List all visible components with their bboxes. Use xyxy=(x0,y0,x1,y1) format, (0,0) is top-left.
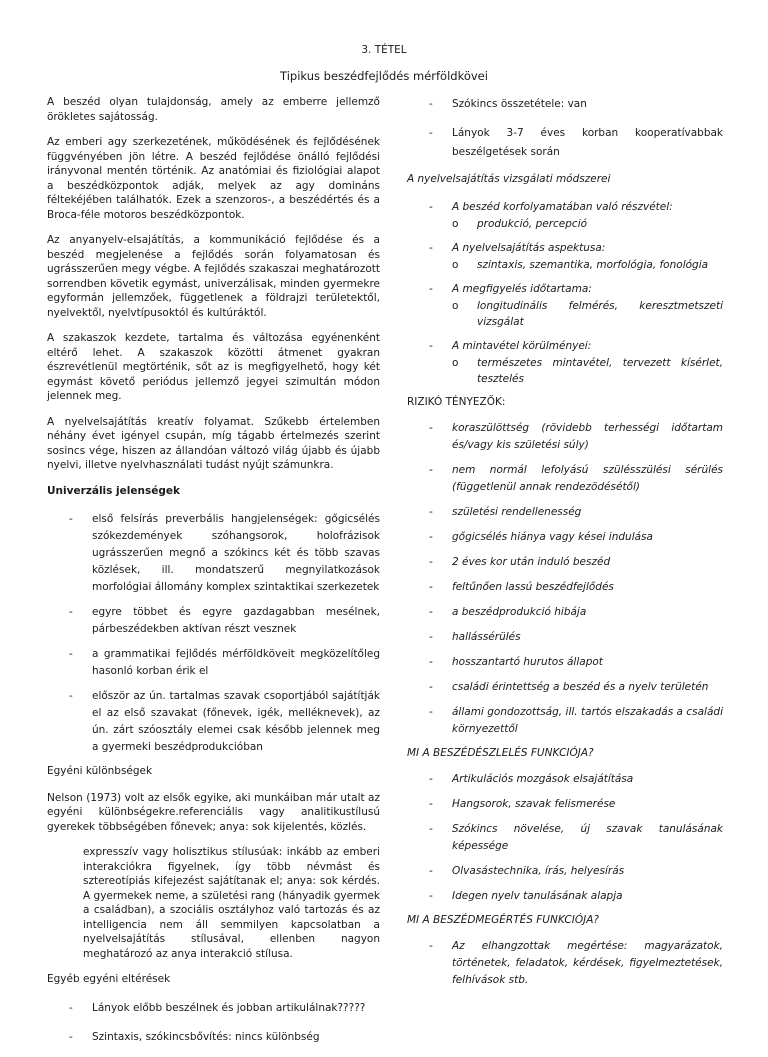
method-sub-item: o természetes mintavétel, tervezett kísérlet, tesztelés xyxy=(452,355,723,387)
paragraph: Az emberi agy szerkezetének, működésének és fejlődésének függvényében jön létre. A beszéd fejlődése önálló fejlődési irányvonal mentén történik. Az anatómiai és fiziológiai alapot a beszédközpontok adják, melyek az agy domináns féltekéjében találhatók. Ezek a szenzoros-, a beszédértés és a Broca-féle motoros beszédközpontok. xyxy=(47,136,380,221)
list-item: - első felsírás preverbális hangjelenségek: gőgicsélés szókezdemények szóhangsorok, holofrázisok ugrásszerűen megnő a szókincs két és több szavas közlések, ill. mondatszerű megnyilatkozások morfológiai állomány komplex szintaktikai szerkezetek xyxy=(47,511,380,596)
other-heading: Egyéb egyéni eltérések xyxy=(47,973,171,985)
list-item: - a grammatikai fejlődés mérföldköveit megközelítőleg hasonló korban érik el xyxy=(47,646,380,680)
list-item: - 2 éves kor után induló beszéd xyxy=(407,554,723,571)
paragraph: A szakaszok kezdete, tartalma és változása egyénenként eltérő lehet. A szakaszok közötti átmenet gyakran észrevétlenül megtörténik, sőt az is megfigyelhető, hogy két egymást követő periódus jellemző jegyei szimultán módon jelennek meg. xyxy=(47,332,380,402)
list-item: - Szókincs növelése, új szavak tanulásának képessége xyxy=(407,821,723,855)
risk-list xyxy=(407,420,723,738)
list-item: - Idegen nyelv tanulásának alapja xyxy=(407,888,723,905)
methods-heading: A nyelvelsajátítás vizsgálati módszerei xyxy=(407,173,611,185)
nelson-paragraph: Nelson (1973) volt az elsők egyike, aki munkáiban már utalt az egyéni különbségekre.referenciális vagy analitikustílusú gyerekek többségében főnevek; anya: sok kijelentés, közlés. xyxy=(47,791,380,833)
speech-list xyxy=(407,771,723,905)
method-sub-item: o longitudinális felmérés, keresztmetszeti vizsgálat xyxy=(452,298,723,330)
list-item: - Lányok előbb beszélnek és jobban artikulálnak????? xyxy=(47,999,380,1018)
list-item: - Szintaxis, szókincsbővítés: nincs különbség xyxy=(47,1028,380,1047)
universal-list xyxy=(47,511,380,756)
method-label: - A megfigyelés időtartama: xyxy=(452,283,592,295)
list-item: - hosszantartó hurutos állapot xyxy=(407,654,723,671)
list-item: - koraszülöttség (rövidebb terhességi időtartam és/vagy kis születési súly) xyxy=(407,420,723,454)
method-label: - A mintavétel körülményei: xyxy=(452,340,592,352)
method-sub-item: o produkció, percepció xyxy=(452,216,723,232)
universal-heading: Univerzális jelenségek xyxy=(47,484,180,497)
list-item: - hallássérülés xyxy=(407,629,723,646)
list-item: - Olvasástechnika, írás, helyesírás xyxy=(407,863,723,880)
list-item: - a beszédprodukció hibája xyxy=(407,604,723,621)
method-item xyxy=(407,199,723,232)
list-item: - Lányok 3-7 éves korban kooperatívabbak beszélgetések során xyxy=(407,124,723,162)
list-item: - egyre többet és egyre gazdagabban mesélnek, párbeszédekben aktívan részt vesznek xyxy=(47,604,380,638)
paragraph: A nyelvelsajátítás kreatív folyamat. Szűkebb értelemben néhány évet igényel csupán, míg tágabb értelmezés szerint sosincs vége, hiszen az állandóan változó világ újabb és újabb nyelvi, illetve nyelvhasználati tudást nyújt számunkra. xyxy=(47,415,380,471)
list-item: - először az ún. tartalmas szavak csoportjából sajátítják el az első szavakat (főnevek, igék, melléknevek), az ún. zárt szóosztály elemei csak később jelennek meg a gyermeki beszédprodukcióban xyxy=(47,688,380,756)
comprehension-heading: MI A BESZÉDMEGÉRTÉS FUNKCIÓJA? xyxy=(407,914,599,926)
top-list xyxy=(407,95,723,162)
method-label: - A nyelvelsajátítás aspektusa: xyxy=(452,242,606,254)
left-column xyxy=(47,95,380,1057)
list-item: - Szókincs összetétele: van xyxy=(407,95,723,114)
list-item: - állami gondozottság, ill. tartós elszakadás a családi környezettől xyxy=(407,704,723,738)
list-item: - születési rendellenesség xyxy=(407,504,723,521)
methods-list xyxy=(407,199,723,387)
right-column xyxy=(407,95,723,997)
paragraph: A beszéd olyan tulajdonság, amely az emberre jellemző örökletes sajátosság. xyxy=(47,96,380,123)
section-number: 3. TÉTEL xyxy=(361,44,407,56)
list-item: - Artikulációs mozgások elsajátítása xyxy=(407,771,723,788)
paragraph: Az anyanyelv-elsajátítás, a kommunikáció fejlődése és a beszéd megjelenése a fejlődés során folyamatosan és ugrásszerűen megy végbe. A fejlődés szakaszai meghatározott sorrendben követik egymást, univerzálisak, minden gyermekre egyformán jellemzőek, függetlenek a földrajzi területektől, nyelvektől, nyelvtípusoktól és kultúráktól. xyxy=(47,234,380,319)
other-list xyxy=(47,999,380,1047)
list-item: - Hangsorok, szavak felismerése xyxy=(407,796,723,813)
list-item: - nem normál lefolyású szülésszülési sérülés (függetlenül annak rendezödésétől) xyxy=(407,462,723,496)
speech-heading: MI A BESZÉDÉSZLELÉS FUNKCIÓJA? xyxy=(407,747,594,759)
method-label: - A beszéd korfolyamatában való részvétel: xyxy=(452,201,673,213)
list-item: - feltűnően lassú beszédfejlődés xyxy=(407,579,723,596)
list-item: - gőgicsélés hiánya vagy kései indulása xyxy=(407,529,723,546)
method-item xyxy=(407,338,723,387)
list-item: - Az elhangzottak megértése: magyarázatok, történetek, feladatok, kérdések, figyelmeztetések, felhívások stb. xyxy=(407,938,723,989)
method-item xyxy=(407,240,723,273)
individual-heading: Egyéni különbségek xyxy=(47,764,153,777)
expressive-paragraph: expresszív vagy holisztikus stílusúak: inkább az emberi interakciókra figyelnek, így több névmást és sztereotípiás kifejezést sajátítanak el; anya: sok kérdés. A gyermekek neme, a születési rang (hányadik gyermek a családban), a szociális osztályhoz való tartozás és az intelligencia nem áll semmilyen kapcsolatban a nyelvelsajátítás stílusával, ellenben nagyon meghatározó az anya interakció stílusa. xyxy=(83,846,380,960)
method-item xyxy=(407,281,723,330)
comprehension-list xyxy=(407,938,723,989)
risk-heading: RIZIKÓ TÉNYEZŐK: xyxy=(407,396,506,408)
list-item: - családi érintettség a beszéd és a nyelv területén xyxy=(407,679,723,696)
method-sub-item: o szintaxis, szemantika, morfológia, fonológia xyxy=(452,257,723,273)
page-title: Tipikus beszédfejlődés mérföldkövei xyxy=(280,69,488,83)
